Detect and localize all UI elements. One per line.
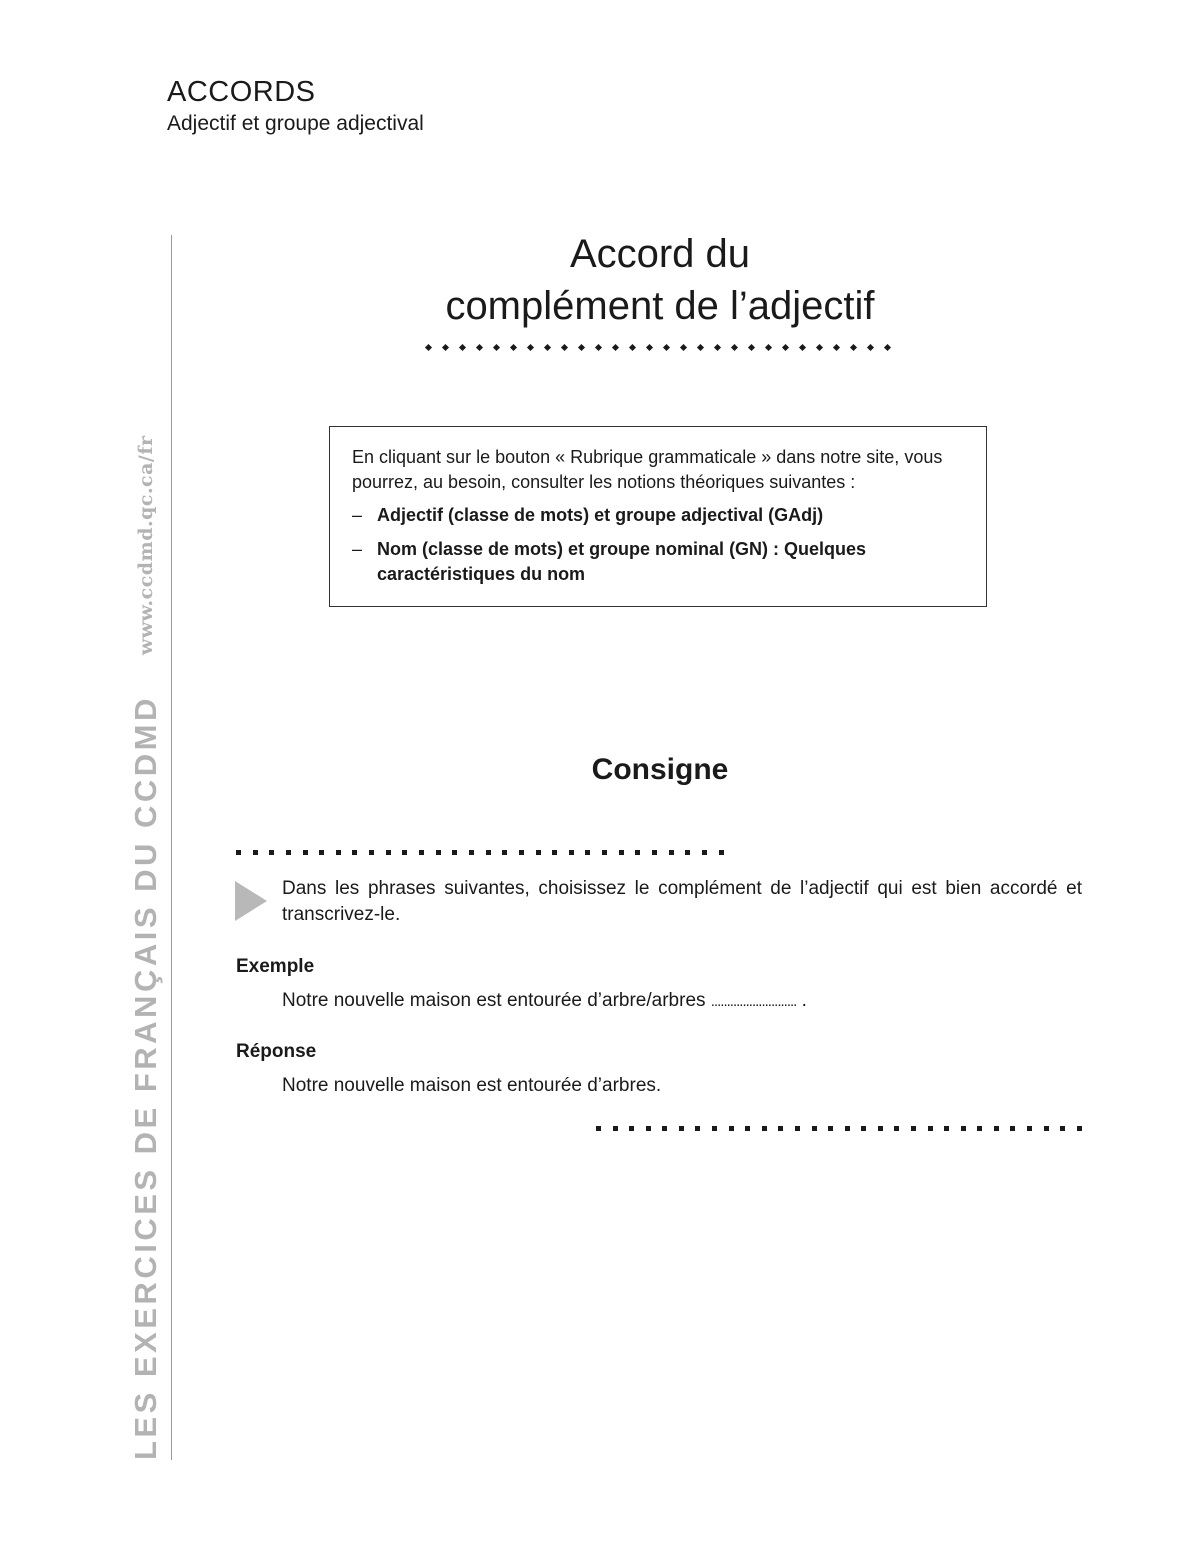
rule-dot (596, 1126, 601, 1131)
rule-dot (816, 344, 823, 351)
consigne-heading: Consigne (591, 753, 729, 786)
rule-dot (669, 850, 674, 855)
rule-dot (911, 1126, 916, 1131)
rule-dot (519, 850, 524, 855)
rule-dot (552, 850, 557, 855)
rule-dot (894, 1126, 899, 1131)
notion-item-text: Adjectif (classe de mots) et groupe adjectival (GAdj) (377, 505, 824, 525)
rule-dot (253, 850, 258, 855)
rule-dot (799, 344, 806, 351)
series-title: LES EXERCICES DE FRANÇAIS DU CCDMD (128, 695, 163, 1460)
rule-dot (782, 344, 789, 351)
title-dotted-rule (426, 345, 890, 353)
rule-dot (994, 1126, 999, 1131)
rule-dot (352, 850, 357, 855)
rule-dot (612, 344, 619, 351)
rule-dot (536, 850, 541, 855)
rule-dot (731, 344, 738, 351)
rule-dot (613, 1126, 618, 1131)
rule-dot (595, 344, 602, 351)
sidebar-vertical-text (124, 435, 168, 1460)
rule-dot (685, 850, 690, 855)
rule-dot (679, 1126, 684, 1131)
rule-dot (585, 850, 590, 855)
rule-dot (436, 850, 441, 855)
example-sentence-text: Notre nouvelle maison est entourée d’arbre/arbres (282, 990, 706, 1011)
rule-dot (702, 850, 707, 855)
sidebar-divider (171, 235, 172, 1460)
consigne-dotted-rule (236, 850, 724, 858)
rule-dot (493, 344, 500, 351)
answer-label: Réponse (236, 1041, 317, 1062)
rule-dot (878, 1126, 883, 1131)
rule-dot (561, 344, 568, 351)
dash-bullet: – (352, 505, 363, 525)
rule-dot (845, 1126, 850, 1131)
rule-dot (778, 1126, 783, 1131)
rule-dot (629, 1126, 634, 1131)
answer-period: . (655, 1075, 662, 1096)
rule-dot (850, 344, 857, 351)
rule-dot (748, 344, 755, 351)
header-section (167, 74, 424, 138)
rule-dot (286, 850, 291, 855)
section-title: ACCORDS (167, 76, 316, 108)
rule-dot (828, 1126, 833, 1131)
notions-intro: En cliquant sur le bouton « Rubrique grammaticale » dans notre site, vous pourrez, au besoin, consulter les notions théoriques suivantes : (352, 447, 943, 492)
rule-dot (269, 850, 274, 855)
rule-dot (680, 344, 687, 351)
rule-dot (646, 344, 653, 351)
page-title-line1: Accord du (569, 232, 751, 276)
notions-list (352, 503, 964, 587)
rule-dot (336, 850, 341, 855)
example-label: Exemple (236, 956, 315, 977)
rule-dot (1010, 1126, 1015, 1131)
answer-sentence (282, 1073, 661, 1099)
website-link[interactable]: www.ccdmd.qc.ca/fr (135, 435, 157, 656)
play-arrow-icon (235, 881, 267, 921)
rule-dot (486, 850, 491, 855)
rule-dot (662, 1126, 667, 1131)
rule-dot (719, 850, 724, 855)
notion-item[interactable] (352, 537, 964, 587)
notion-item[interactable] (352, 503, 964, 528)
rule-dot (712, 1126, 717, 1131)
rule-dot (369, 850, 374, 855)
rule-dot (619, 850, 624, 855)
rule-dot (569, 850, 574, 855)
rule-dot (629, 344, 636, 351)
rule-dot (602, 850, 607, 855)
page-title (380, 228, 940, 332)
rule-dot (442, 344, 449, 351)
rule-dot (861, 1126, 866, 1131)
rule-dot (745, 1126, 750, 1131)
rule-dot (319, 850, 324, 855)
rule-dot (867, 344, 874, 351)
answer-blank: ........................... (710, 993, 797, 1010)
answer-prefix: Notre nouvelle maison est entourée d’ (282, 1075, 603, 1096)
rule-dot (795, 1126, 800, 1131)
dash-bullet: – (352, 539, 363, 559)
rule-dot (303, 850, 308, 855)
rule-dot (663, 344, 670, 351)
rule-dot (386, 850, 391, 855)
rule-dot (469, 850, 474, 855)
rule-dot (544, 344, 551, 351)
rule-dot (236, 850, 241, 855)
rule-dot (714, 344, 721, 351)
rule-dot (578, 344, 585, 351)
rule-dot (1027, 1126, 1032, 1131)
rule-dot (476, 344, 483, 351)
rule-dot (884, 344, 891, 351)
rule-dot (695, 1126, 700, 1131)
rule-dot (1044, 1126, 1049, 1131)
rule-dot (452, 850, 457, 855)
rule-dot (833, 344, 840, 351)
notions-box (329, 426, 987, 607)
notion-item-text: Nom (classe de mots) et groupe nominal (GN) : Quelques caractéristiques du nom (377, 539, 867, 584)
section-subtitle: Adjectif et groupe adjectival (167, 112, 424, 135)
rule-dot (765, 344, 772, 351)
rule-dot (635, 850, 640, 855)
rule-dot (652, 850, 657, 855)
rule-dot (928, 1126, 933, 1131)
rule-dot (425, 344, 432, 351)
page-title-line2: complément de l’adjectif (445, 284, 875, 328)
rule-dot (697, 344, 704, 351)
rule-dot (459, 344, 466, 351)
closing-dotted-rule (596, 1126, 1082, 1134)
rule-dot (762, 1126, 767, 1131)
rule-dot (977, 1126, 982, 1131)
rule-dot (944, 1126, 949, 1131)
rule-dot (510, 344, 517, 351)
instruction-text: Dans les phrases suivantes, choisissez le complément de l’adjectif qui est bien accordé et transcrivez-le. (282, 878, 1082, 925)
example-sentence (282, 988, 807, 1015)
rule-dot (961, 1126, 966, 1131)
rule-dot (402, 850, 407, 855)
rule-dot (527, 344, 534, 351)
rule-dot (646, 1126, 651, 1131)
rule-dot (502, 850, 507, 855)
rule-dot (419, 850, 424, 855)
example-period: . (796, 990, 807, 1011)
rule-dot (729, 1126, 734, 1131)
rule-dot (1077, 1126, 1082, 1131)
rule-dot (1060, 1126, 1065, 1131)
rule-dot (812, 1126, 817, 1131)
answer-word: arbres (602, 1075, 656, 1096)
